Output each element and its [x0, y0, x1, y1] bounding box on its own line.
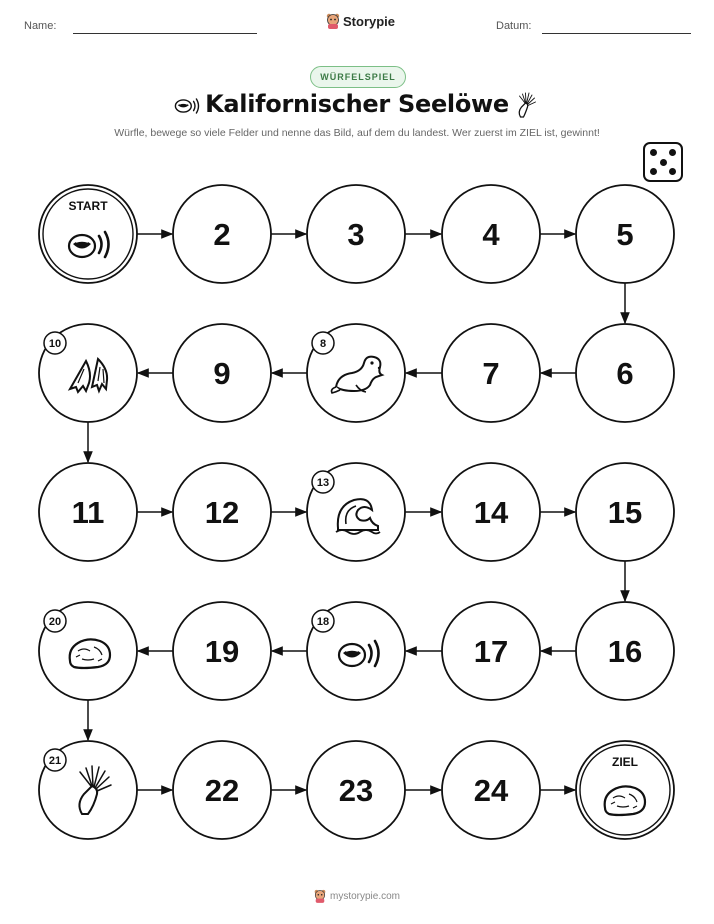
board-space [307, 463, 405, 561]
board-space [173, 185, 271, 283]
date-label: Datum: [496, 20, 532, 32]
name-label: Name: [24, 20, 57, 32]
board-space [576, 324, 674, 422]
space-number: 6 [616, 356, 634, 391]
board-space [173, 463, 271, 561]
board-space [173, 741, 271, 839]
space-number-badge [44, 610, 66, 632]
space-number: 16 [607, 634, 643, 669]
space-number-badge [44, 749, 66, 771]
space-number: 13 [316, 477, 330, 489]
brand-name: Storypie [343, 13, 396, 29]
space-number: 2 [213, 217, 231, 252]
space-number: 14 [473, 495, 509, 530]
board-space [442, 324, 540, 422]
board-space [39, 324, 137, 422]
board-space [442, 741, 540, 839]
board-space [576, 185, 674, 283]
finish-label: ZIEL [612, 755, 638, 769]
board-space [173, 324, 271, 422]
space-number: 8 [319, 338, 327, 350]
start-label: START [68, 199, 108, 213]
footer [0, 889, 714, 903]
space-number: 19 [204, 634, 240, 669]
start-space [39, 185, 137, 283]
space-number: 20 [48, 616, 62, 628]
instructions: Würfle, bewege so viele Felder und nenne das Bild, auf dem du landest. Wer zuerst im ZIEL ist, gewinnt! [114, 127, 600, 139]
footer-url: mystorypie.com [329, 890, 400, 902]
space-number: 4 [482, 217, 500, 252]
space-number: 12 [204, 495, 240, 530]
board-space [307, 602, 405, 700]
space-number: 11 [71, 495, 105, 530]
space-number-badge [312, 332, 334, 354]
board-space [442, 602, 540, 700]
rock-icon [70, 639, 110, 668]
space-number: 15 [607, 495, 643, 530]
space-number: 5 [616, 217, 634, 252]
board-space [39, 602, 137, 700]
board-space [173, 602, 271, 700]
space-number: 7 [482, 356, 500, 391]
space-number: 17 [473, 634, 509, 669]
finish-space [576, 741, 674, 839]
space-number: 9 [213, 356, 231, 391]
board-space [442, 463, 540, 561]
space-number-badge [312, 471, 334, 493]
board-space [307, 185, 405, 283]
space-number: 10 [48, 338, 62, 350]
board-space [576, 602, 674, 700]
space-number: 22 [204, 773, 240, 808]
page-title: Kalifornischer Seelöwe [205, 90, 509, 118]
space-number-badge [312, 610, 334, 632]
board-space [442, 185, 540, 283]
rock-icon [605, 786, 645, 815]
storypie-mascot-icon [314, 889, 326, 903]
board-space [576, 463, 674, 561]
space-number: 18 [316, 616, 330, 628]
space-number: 24 [473, 773, 509, 808]
space-number: 23 [338, 773, 374, 808]
space-number: 3 [347, 217, 365, 252]
space-number-badge [44, 332, 66, 354]
space-number: 21 [48, 755, 62, 767]
game-type-badge: WÜRFELSPIEL [310, 66, 406, 88]
board-space [39, 741, 137, 839]
board-space [39, 463, 137, 561]
board-space [307, 741, 405, 839]
board-space [307, 324, 405, 422]
